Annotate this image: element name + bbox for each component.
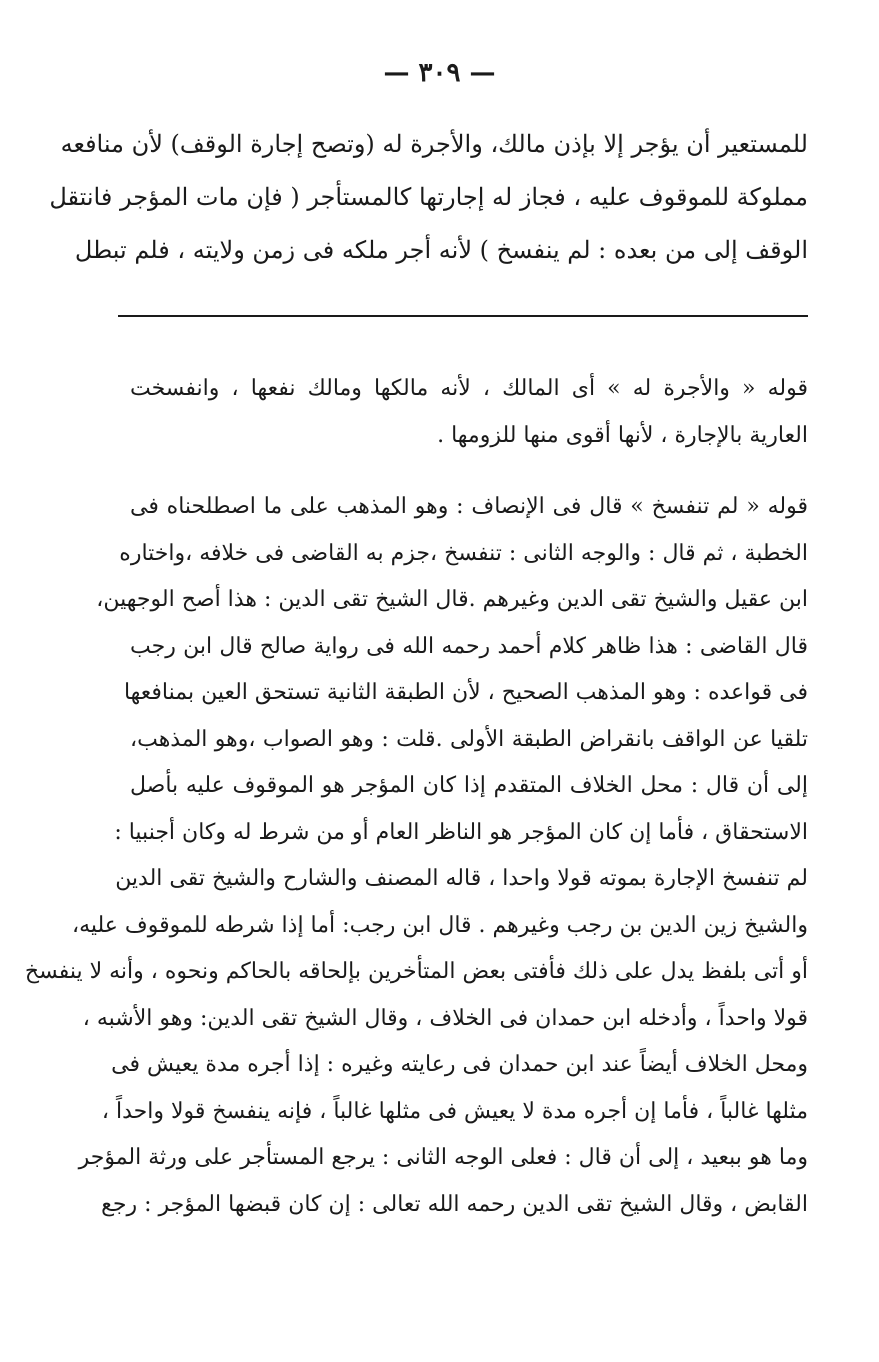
- main-text-line: للمستعير أن يؤجر إلا بإذن مالك، والأجرة له (وتصح إجارة الوقف) لأن منافعه: [60, 130, 808, 158]
- commentary-line: العارية بالإجارة ، لأنها أقوى منها للزومها .: [437, 422, 808, 448]
- commentary-line: قوله « والأجرة له » أى المالك ، لأنه مالكها ومالك نفعها ، وانفسخت: [130, 376, 808, 401]
- commentary-paragraph-1: [130, 366, 808, 459]
- commentary-line: الخطبة ، ثم قال : والوجه الثانى : تنفسخ ،جزم به القاضى فى خلافه ،واختاره: [119, 540, 808, 566]
- commentary-line: لم تنفسخ الإجارة بموته قولا واحدا ، قاله المصنف والشارح والشيخ تقى الدين: [115, 866, 808, 891]
- commentary-line: مثلها غالباً ، فأما إن أجره مدة لا يعيش فى مثلها غالباً ، فإنه ينفسخ قولا واحداً ،: [101, 1098, 808, 1124]
- commentary-line: فى قواعده : وهو المذهب الصحيح ، لأن الطبقة الثانية تستحق العين بمنافعها: [123, 680, 808, 705]
- commentary-line: تلقيا عن الواقف بانقراض الطبقة الأولى .قلت : وهو الصواب ،وهو المذهب،: [130, 726, 808, 752]
- commentary-line: والشيخ زين الدين بن رجب وغيرهم . قال ابن رجب: أما إذا شرطه للموقوف عليه،: [71, 912, 808, 938]
- main-text-line: الوقف إلى من بعده : لم ينفسخ ) لأنه أجر ملكه فى زمن ولايته ، فلم تبطل: [74, 236, 808, 264]
- commentary-line: ابن عقيل والشيخ تقى الدين وغيرهم .قال الشيخ تقى الدين : هذا أصح الوجهين،: [96, 587, 808, 612]
- commentary-line: ومحل الخلاف أيضاً عند ابن حمدان فى رعايته وغيره : إذا أجره مدة يعيش فى: [111, 1052, 808, 1077]
- commentary-line: قوله « لم تنفسخ » قال فى الإنصاف : وهو المذهب على ما اصطلحناه فى: [130, 494, 808, 519]
- commentary-line: القابض ، وقال الشيخ تقى الدين رحمه الله تعالى : إن كان قبضها المؤجر : رجع: [101, 1191, 808, 1217]
- page-number: — ٣٠٩ —: [383, 58, 496, 88]
- commentary-line: الاستحقاق ، فأما إن كان المؤجر هو الناظر العام أو من شرط له وكان أجنبيا :: [114, 819, 808, 845]
- section-divider: [118, 315, 808, 317]
- main-text-block: [49, 118, 808, 277]
- commentary-paragraph-2: [24, 484, 808, 1228]
- commentary-line: قال القاضى : هذا ظاهر كلام أحمد رحمه الله فى رواية صالح قال ابن رجب: [130, 633, 808, 659]
- main-text-line: مملوكة للموقوف عليه ، فجاز له إجارتها كالمستأجر ( فإن مات المؤجر فانتقل: [49, 183, 808, 211]
- commentary-line: أو أتى بلفظ يدل على ذلك فأفتى بعض المتأخرين بإلحاقه بالحاكم ونحوه ، وأنه لا ينفسخ: [24, 959, 808, 984]
- commentary-line: قولا واحداً ، وأدخله ابن حمدان فى الخلاف ، وقال الشيخ تقى الدين: وهو الأشبه ،: [82, 1005, 808, 1031]
- commentary-line: إلى أن قال : محل الخلاف المتقدم إذا كان المؤجر هو الموقوف عليه بأصل: [130, 773, 808, 798]
- commentary-line: وما هو ببعيد ، إلى أن قال : فعلى الوجه الثانى : يرجع المستأجر على ورثة المؤجر: [78, 1145, 808, 1170]
